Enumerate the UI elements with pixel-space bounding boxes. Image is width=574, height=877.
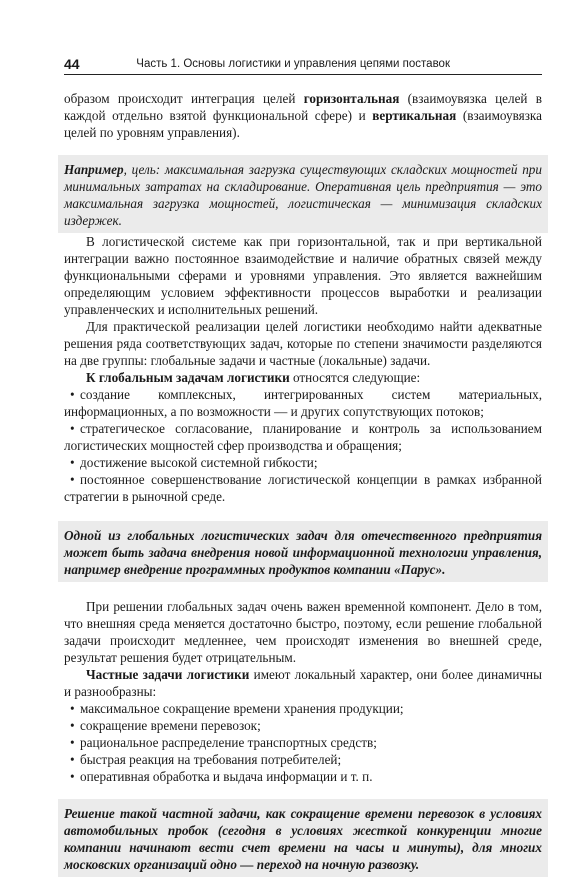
term-local-tasks: Частные задачи логистики	[86, 667, 250, 682]
note-text: , цель: максимальная загрузка существующих складских мощностей при минимальных затратах на складирование. Оперативная цель предприятия — это максимальная загрузка мощностей, логистическая — минимизация складских издержек.	[64, 162, 542, 228]
text-run: имеют локальный характер, они более динамичны и разнообразны:	[64, 667, 542, 699]
page-body	[64, 90, 542, 877]
bullet-icon: •	[70, 769, 75, 784]
bullet-icon: •	[70, 472, 75, 487]
text-run: образом происходит интеграция целей	[64, 91, 304, 106]
paragraph-global-tasks-intro	[64, 369, 542, 386]
list-item	[64, 768, 542, 785]
list-item-text: сокращение времени перевозок;	[80, 718, 261, 733]
example-note-warehouse	[58, 155, 548, 233]
note-text: Одной из глобальных логистических задач для отечественного предприятия может быть задача внедрения новой информационной технологии управления, например внедрение программных продуктов компании «Парус».	[64, 528, 542, 577]
list-item	[64, 751, 542, 768]
global-tasks-list	[64, 386, 542, 505]
paragraph-local-tasks-intro	[64, 666, 542, 700]
running-title: Часть 1. Основы логистики и управления цепями поставок	[136, 58, 450, 70]
text-run: (взаимоувязка целей по уровням управления).	[64, 108, 542, 140]
page-number: 44	[64, 56, 80, 72]
list-item	[64, 471, 542, 505]
list-item	[64, 717, 542, 734]
page-header	[64, 52, 542, 75]
example-note-parus	[58, 521, 548, 582]
term-horizontal: горизонтальная	[303, 91, 400, 106]
bullet-icon: •	[70, 455, 75, 470]
example-note-traffic	[58, 799, 548, 877]
text-run: относятся следующие:	[289, 370, 421, 385]
note-text: Решение такой частной задачи, как сокращение времени перевозок в условиях автомобильных пробок (сегодня в условиях жесткой конкуренции многие компании начинают вести счет времени на часы и минуты), для многих московских организаций одно — переход на ночную развозку.	[64, 806, 542, 872]
list-item	[64, 454, 542, 471]
local-tasks-list	[64, 700, 542, 785]
term-global-tasks: К глобальным задачам логистики	[86, 370, 290, 385]
term-vertical: вертикальная	[372, 108, 457, 123]
list-item-text: рациональное распределение транспортных средств;	[80, 735, 377, 750]
bullet-icon: •	[70, 735, 75, 750]
text-run: (взаимоувязка целей в каждой отдельно взятой функциональной сфере) и	[64, 91, 542, 123]
bullet-icon: •	[70, 718, 75, 733]
note-lead: Например	[64, 162, 124, 177]
list-item-text: постоянное совершенствование логистической концепции в рамках избранной стратегии в рыночной среде.	[64, 472, 542, 504]
list-item-text: создание комплексных, интегрированных систем материальных, информационных, а по возможности — и других сопутствующих потоков;	[64, 387, 542, 419]
paragraph-feedback: В логистической системе как при горизонтальной, так и при вертикальной интеграции важно постоянное взаимодействие и наличие обратных связей между функциональными сферами и уровнями управления. Это является важнейшим определяющим условием эффективности процессов выработки и реализации управленческих и исполнительных решений.	[64, 234, 542, 317]
paragraph-tasks-groups: Для практической реализации целей логистики необходимо найти адекватные решения ряда соответствующих задач, которые по степени значимости разделяются на две группы: глобальные задачи и частные (локальные) задачи.	[64, 319, 542, 368]
list-item-text: быстрая реакция на требования потребителей;	[80, 752, 342, 767]
paragraph-time-component: При решении глобальных задач очень важен временной компонент. Дело в том, что внешняя среда меняется достаточно быстро, поэтому, если решение глобальной задачи происходит медленнее, чем происходят изменения во внешней среде, результат решения будет отрицательным.	[64, 599, 542, 665]
paragraph-integration	[64, 90, 542, 141]
bullet-icon: •	[70, 701, 75, 716]
list-item-text: оперативная обработка и выдача информации и т. п.	[80, 769, 373, 784]
list-item-text: стратегическое согласование, планирование и контроль за использованием логистических мощностей сфер производства и обращения;	[64, 421, 542, 453]
list-item	[64, 734, 542, 751]
list-item	[64, 700, 542, 717]
list-item-text: достижение высокой системной гибкости;	[80, 455, 318, 470]
list-item	[64, 420, 542, 454]
list-item-text: максимальное сокращение времени хранения продукции;	[80, 701, 404, 716]
bullet-icon: •	[70, 387, 75, 402]
bullet-icon: •	[70, 421, 75, 436]
list-item	[64, 386, 542, 420]
bullet-icon: •	[70, 752, 75, 767]
